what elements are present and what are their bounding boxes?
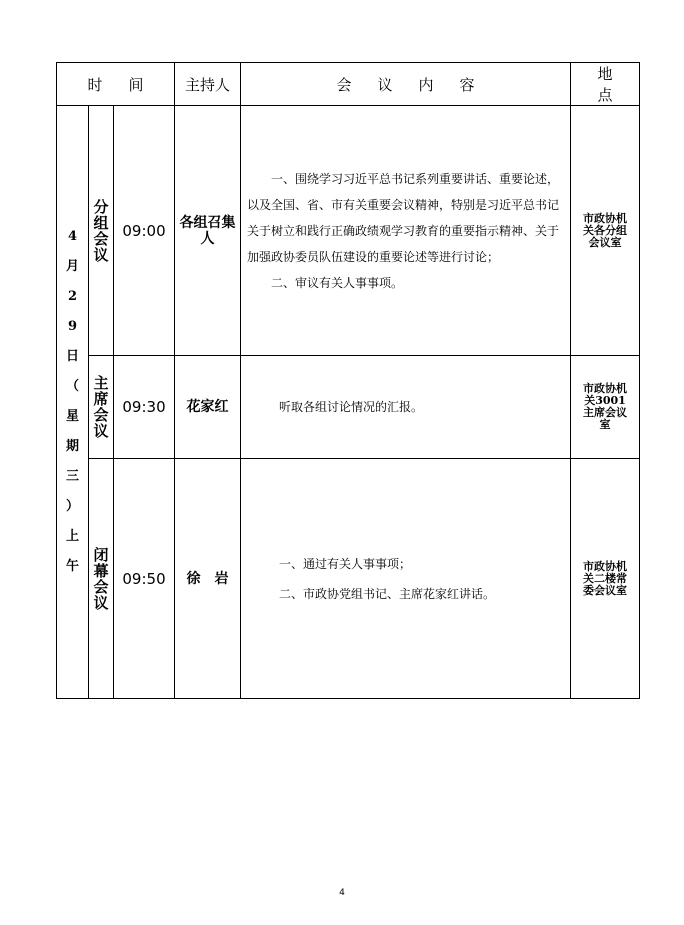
content-line: 二、审议有关人事事项。 [271, 275, 404, 290]
meeting-type: 分 组 会 议 [89, 106, 114, 356]
meeting-time: 09:50 [114, 459, 175, 699]
header-host: 主持人 [175, 63, 241, 106]
meeting-location: 市政协机关二楼常委会议室 [571, 459, 640, 699]
meeting-host: 花家红 [175, 356, 241, 459]
meeting-location: 市政协机关各分组会议室 [571, 106, 640, 356]
page-number: 4 [339, 888, 345, 898]
table-row [57, 106, 640, 356]
table-row [57, 459, 640, 699]
meeting-host: 徐 岩 [175, 459, 241, 699]
header-content: 会议内容 [241, 63, 571, 106]
meeting-location: 市政协机关3001主席会议室 [571, 356, 640, 459]
content-line: 听取各组讨论情况的汇报。 [279, 400, 424, 414]
content-line: 一、围绕学习习近平总书记系列重要讲话、重要论述，以及全国、省、市有关重要会议精神，特别是习近平总书记关于树立和践行正确政绩观学习教育的重要指示精神、关于加强政协委员队伍建设的重要论述等进行讨论； [247, 171, 560, 264]
meeting-time: 09:30 [114, 356, 175, 459]
meeting-host: 各组召集人 [175, 106, 241, 356]
header-time: 时间 [57, 63, 175, 106]
meeting-content [241, 459, 571, 699]
content-line: 一、通过有关人事事项； [279, 556, 412, 571]
meeting-content [241, 106, 571, 356]
content-line: 二、市政协党组书记、主席花家红讲话。 [279, 586, 496, 601]
header-location: 地点 [571, 63, 640, 106]
meeting-type: 主 席 会 议 [89, 356, 114, 459]
header-row [57, 63, 640, 106]
date-cell: 4 月 2 9 日 （ 星 期 三 ） 上 午 [57, 106, 89, 699]
meeting-content [241, 356, 571, 459]
table-row [57, 356, 640, 459]
meeting-time: 09:00 [114, 106, 175, 356]
meeting-type: 闭 幕 会 议 [89, 459, 114, 699]
schedule-table [56, 62, 640, 699]
